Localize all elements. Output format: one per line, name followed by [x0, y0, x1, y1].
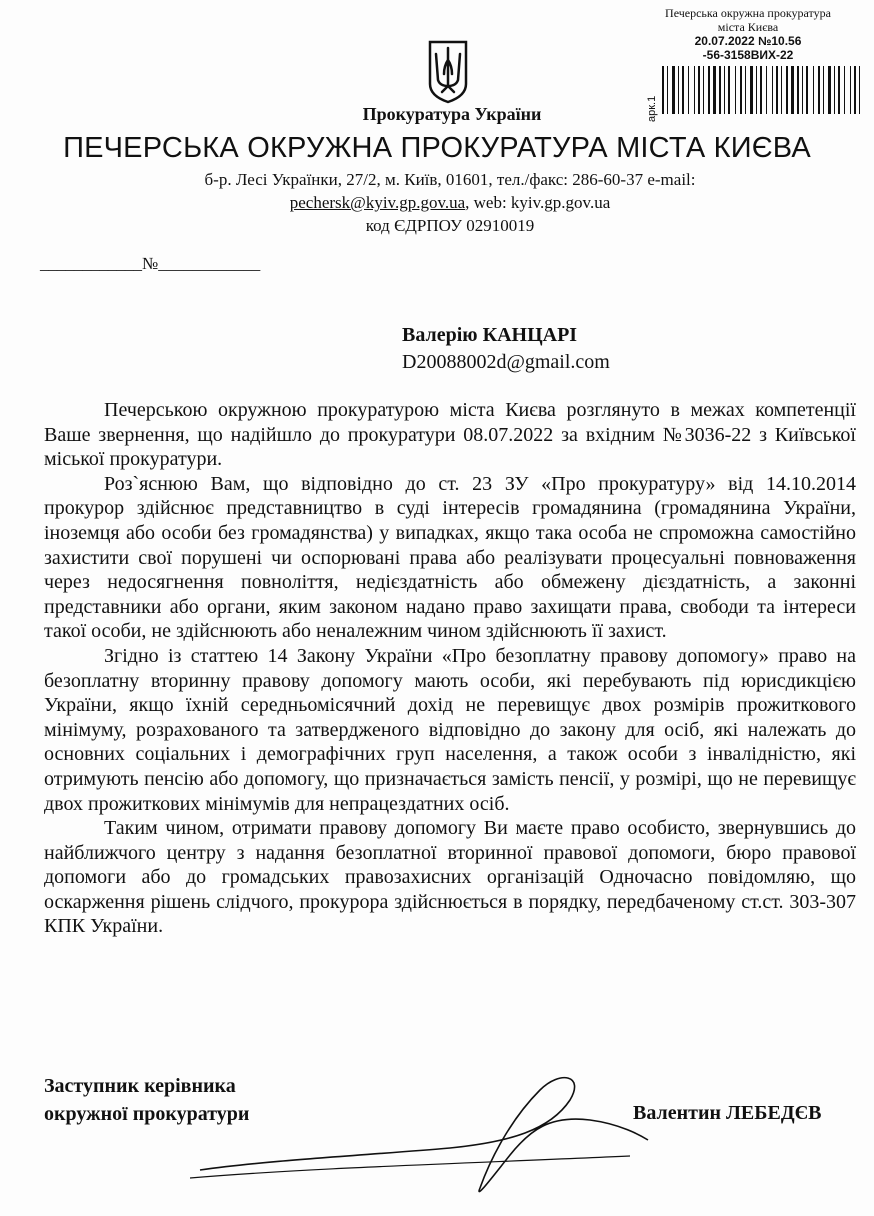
body-paragraph-2: Роз`яснюю Вам, що відповідно до ст. 23 ЗУ «Про прокуратуру» від 14.10.2014 прокурор здійснює представництво в суді інтересів громадянина (громадянина України, іноземця або особи без громадянства) у випадках, якщо така особа не спроможна самостійно захистити свої порушені чи оспорювані права або реалізувати процесуальні повноваження через недосягнення повноліття, недієздатність або обмежену дієздатність, а законні представники або органи, яким законом надано право захищати права, свободи та інтереси такої особи, не здійснюють або неналежним чином здійснюють її захист. [44, 472, 856, 643]
recipient-name: Валерію КАНЦАРІ [402, 324, 578, 346]
registration-stamp [628, 6, 868, 62]
office-code: код ЄДРПОУ 02910019 [365, 216, 535, 235]
office-email-link[interactable]: pechersk@kyiv.gp.gov.ua [289, 193, 466, 212]
stamp-line-1: Печерська окружна прокуратура [665, 6, 831, 20]
agency-name: Прокуратура України [362, 104, 542, 124]
recipient-email: D20088002d@gmail.com [402, 351, 610, 373]
office-web: , web: kyiv.gp.gov.ua [465, 193, 611, 212]
body-paragraph-1: Печерською окружною прокуратурою міста Києва розглянуто в межах компетенції Ваше звернення, що надійшло до прокуратури 08.07.2022 за вхідним №3036-22 з Київської міської прокуратури. [44, 399, 856, 471]
letter-body [44, 398, 856, 939]
stamp-date-number: 20.07.2022 №10.56 [694, 34, 802, 48]
office-address: б-р. Лесі Українки, 27/2, м. Київ, 01601, тел./факс: 286-60-37 e-mail: [204, 170, 696, 189]
signatory-position-line-1: Заступник керівника [44, 1075, 236, 1097]
stamp-outgoing-number: -56-3158ВИХ-22 [702, 48, 794, 62]
outgoing-number-line: ____________№____________ [40, 254, 261, 273]
handwritten-signature-icon [190, 1060, 650, 1200]
office-name: ПЕЧЕРСЬКА ОКРУЖНА ПРОКУРАТУРА МІСТА КИЄВА [63, 132, 811, 164]
sheet-label: арк.1 [646, 95, 658, 122]
trident-emblem-icon [426, 40, 470, 104]
body-paragraph-3: Згідно із статтею 14 Закону України «Про безоплатну правову допомогу» право на безоплатну вторинну правову допомогу мають особи, які перебувають під юрисдикцією України, якщо їхній середньомісячний дохід не перевищує двох розмірів прожиткового мінімуму, розрахованого та затвердженого відповідно до закону для осіб, які належать до основних соціальних і демографічних груп населення, а також особи з інвалідністю, які отримують пенсію або допомогу, що призначається замість пенсії, у розмірі, що не перевищує двох прожиткових мінімумів для непрацездатних осіб. [44, 644, 856, 815]
office-web-line [140, 191, 760, 214]
body-paragraph-4: Таким чином, отримати правову допомогу Ви маєте право особисто, звернувшись до найближчого центру з надання безоплатної вторинної правової допомоги, бюро правової допомоги або до громадських правозахисних організацій Одночасно повідомляю, що оскарження рішень слідчого, прокурора здійснюється в порядку, передбаченому ст.ст. 303-307 КПК України. [44, 817, 856, 938]
office-contacts [140, 168, 760, 237]
stamp-line-2: міста Києва [717, 20, 779, 34]
signatory-name: Валентин ЛЕБЕДЄВ [633, 1102, 822, 1124]
signatory-position-line-2: окружної прокуратури [44, 1103, 250, 1125]
recipient-block [402, 322, 610, 376]
